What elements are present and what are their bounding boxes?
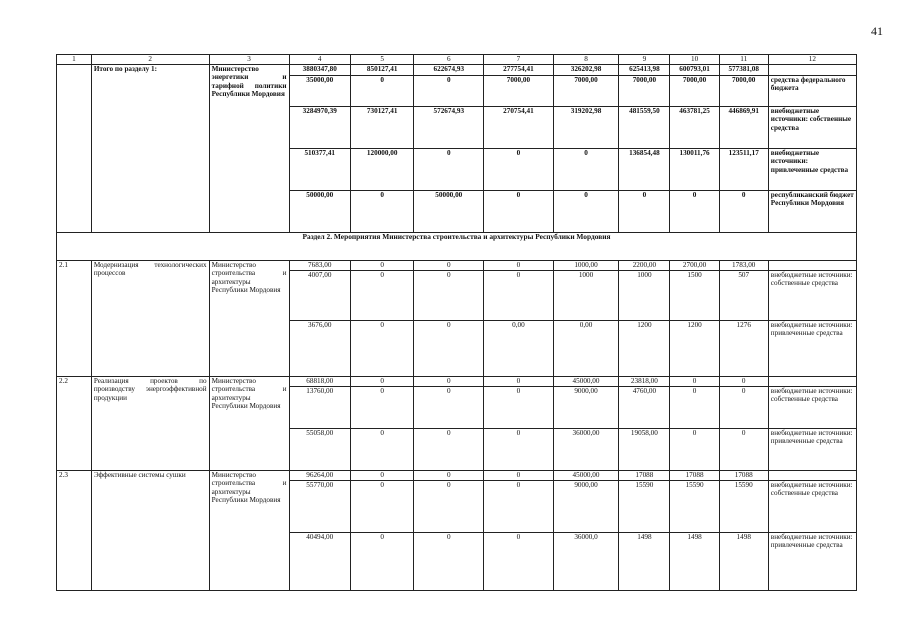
header-cell: 1 [57, 55, 92, 65]
value-cell: 730127,41 [350, 106, 414, 148]
value-cell: 0 [414, 376, 484, 386]
value-cell: 0 [484, 190, 554, 232]
header-cell: 9 [619, 55, 670, 65]
value-cell: 7000,00 [553, 75, 619, 106]
header-cell: 11 [719, 55, 768, 65]
value-cell: 2700,00 [670, 260, 719, 270]
value-cell: 136854,48 [619, 148, 670, 190]
value-cell: 96264,00 [289, 470, 350, 480]
value-cell: 0 [414, 75, 484, 106]
value-cell: 0 [414, 428, 484, 470]
value-cell: 0 [350, 480, 414, 532]
value-cell: 15590 [619, 480, 670, 532]
table-row [57, 470, 857, 480]
value-cell: 9000,00 [553, 480, 619, 532]
header-cell: 4 [289, 55, 350, 65]
value-cell: 0 [484, 386, 554, 428]
header-cell: 2 [91, 55, 209, 65]
value-cell: 40494,00 [289, 532, 350, 590]
value-cell: 120000,00 [350, 148, 414, 190]
value-cell: 17088 [670, 470, 719, 480]
value-cell: 45000,00 [553, 470, 619, 480]
measure-number: 2.2 [57, 376, 92, 470]
value-cell: 50000,00 [289, 190, 350, 232]
page-number: 41 [871, 24, 883, 38]
value-cell: 130011,76 [670, 148, 719, 190]
measure-number: 2.3 [57, 470, 92, 590]
value-cell: 55058,00 [289, 428, 350, 470]
value-cell: 572674,93 [414, 106, 484, 148]
value-cell: 600793,01 [670, 64, 719, 75]
value-cell: 0,00 [553, 320, 619, 376]
value-cell: 510377,41 [289, 148, 350, 190]
value-cell: 0 [719, 386, 768, 428]
value-cell: 0 [484, 480, 554, 532]
section-title: Раздел 2. Мероприятия Министерства строительства и архитектуры Республики Мордовия [57, 232, 857, 260]
value-cell: 0 [414, 260, 484, 270]
value-cell: 15590 [670, 480, 719, 532]
value-cell: 507 [719, 270, 768, 320]
funding-source-cell [768, 260, 856, 270]
value-cell: 0 [670, 386, 719, 428]
value-cell: 2200,00 [619, 260, 670, 270]
funding-source-cell: внебюджетные источники: собственные средства [768, 480, 856, 532]
funding-source-cell: внебюджетные источники: привлеченные средства [768, 320, 856, 376]
funding-source-cell: внебюджетные источники: привлеченные средства [768, 148, 856, 190]
value-cell: 1200 [619, 320, 670, 376]
funding-source-cell [768, 376, 856, 386]
total-label: Итого по разделу 1: [91, 64, 209, 232]
section-row [57, 232, 857, 260]
value-cell: 1498 [670, 532, 719, 590]
value-cell: 55770,00 [289, 480, 350, 532]
value-cell: 1500 [670, 270, 719, 320]
table-row [57, 64, 857, 75]
value-cell: 4760,00 [619, 386, 670, 428]
value-cell: 7000,00 [619, 75, 670, 106]
funding-source-cell: внебюджетные источники: собственные средства [768, 386, 856, 428]
table-row [57, 260, 857, 270]
value-cell: 0 [484, 270, 554, 320]
header-row [57, 55, 857, 65]
funding-source-cell: внебюджетные источники: привлеченные средства [768, 428, 856, 470]
value-cell: 850127,41 [350, 64, 414, 75]
value-cell: 1200 [670, 320, 719, 376]
value-cell: 3284970,39 [289, 106, 350, 148]
value-cell: 7683,00 [289, 260, 350, 270]
funding-source-cell [768, 470, 856, 480]
value-cell: 577381,08 [719, 64, 768, 75]
value-cell: 0 [350, 376, 414, 386]
funding-source-cell: республиканский бюджет Республики Мордовия [768, 190, 856, 232]
funding-source-cell: внебюджетные источники: собственные средства [768, 106, 856, 148]
value-cell: 1000 [553, 270, 619, 320]
value-cell: 35000,00 [289, 75, 350, 106]
executor-cell: Министерство энергетики и тарифной политики Республики Мордовия [209, 64, 289, 232]
funding-source-cell [768, 64, 856, 75]
value-cell: 319202,98 [553, 106, 619, 148]
value-cell: 0 [350, 428, 414, 470]
value-cell: 17088 [719, 470, 768, 480]
header-cell: 10 [670, 55, 719, 65]
value-cell: 0 [719, 376, 768, 386]
value-cell: 0 [719, 190, 768, 232]
funding-source-cell: внебюджетные источники: привлеченные средства [768, 532, 856, 590]
value-cell: 326202,98 [553, 64, 619, 75]
table-row [57, 376, 857, 386]
executor-cell: Министерство строительства и архитектуры Республики Мордовия [209, 260, 289, 376]
value-cell: 45000,00 [553, 376, 619, 386]
value-cell: 622674,93 [414, 64, 484, 75]
value-cell: 0 [350, 386, 414, 428]
executor-cell: Министерство строительства и архитектуры Республики Мордовия [209, 376, 289, 470]
value-cell: 0 [484, 470, 554, 480]
value-cell: 123511,17 [719, 148, 768, 190]
value-cell: 0 [414, 532, 484, 590]
value-cell: 36000,00 [553, 428, 619, 470]
value-cell: 0 [484, 532, 554, 590]
value-cell: 19058,00 [619, 428, 670, 470]
value-cell: 3880347,80 [289, 64, 350, 75]
value-cell: 0 [350, 320, 414, 376]
funding-source-cell: средства федерального бюджета [768, 75, 856, 106]
value-cell: 7000,00 [670, 75, 719, 106]
value-cell: 7000,00 [719, 75, 768, 106]
value-cell: 0 [484, 148, 554, 190]
value-cell: 1000,00 [553, 260, 619, 270]
value-cell: 0 [670, 376, 719, 386]
measure-number: 2.1 [57, 260, 92, 376]
value-cell: 0 [719, 428, 768, 470]
value-cell: 0 [619, 190, 670, 232]
value-cell: 277754,41 [484, 64, 554, 75]
value-cell: 625413,98 [619, 64, 670, 75]
value-cell: 1000 [619, 270, 670, 320]
measure-name: Реализация проектов по производству энергоэффективной продукции [91, 376, 209, 470]
value-cell: 9000,00 [553, 386, 619, 428]
value-cell: 1498 [719, 532, 768, 590]
value-cell: 0 [350, 470, 414, 480]
value-cell: 0 [484, 428, 554, 470]
value-cell: 0 [350, 532, 414, 590]
value-cell: 0 [670, 428, 719, 470]
value-cell: 0 [553, 190, 619, 232]
measure-name: Модернизация технологических процессов [91, 260, 209, 376]
value-cell: 0 [414, 320, 484, 376]
value-cell: 1276 [719, 320, 768, 376]
value-cell: 68818,00 [289, 376, 350, 386]
header-cell: 12 [768, 55, 856, 65]
value-cell: 50000,00 [414, 190, 484, 232]
value-cell: 13760,00 [289, 386, 350, 428]
value-cell: 0 [350, 75, 414, 106]
value-cell: 0 [670, 190, 719, 232]
value-cell: 0 [484, 260, 554, 270]
value-cell: 0 [553, 148, 619, 190]
value-cell: 0,00 [484, 320, 554, 376]
funding-source-cell: внебюджетные источники: собственные средства [768, 270, 856, 320]
value-cell: 0 [414, 270, 484, 320]
value-cell: 1783,00 [719, 260, 768, 270]
value-cell: 7000,00 [484, 75, 554, 106]
value-cell: 23818,00 [619, 376, 670, 386]
program-table [56, 54, 857, 591]
value-cell: 3676,00 [289, 320, 350, 376]
value-cell: 0 [484, 376, 554, 386]
value-cell: 1498 [619, 532, 670, 590]
header-cell: 7 [484, 55, 554, 65]
executor-cell: Министерство строительства и архитектуры Республики Мордовия [209, 470, 289, 590]
header-cell: 8 [553, 55, 619, 65]
value-cell: 36000,0 [553, 532, 619, 590]
value-cell: 0 [414, 148, 484, 190]
value-cell: 446869,91 [719, 106, 768, 148]
value-cell: 15590 [719, 480, 768, 532]
row-number-cell [57, 64, 92, 232]
header-cell: 6 [414, 55, 484, 65]
value-cell: 0 [414, 470, 484, 480]
value-cell: 270754,41 [484, 106, 554, 148]
value-cell: 481559,50 [619, 106, 670, 148]
header-cell: 3 [209, 55, 289, 65]
measure-name: Эффективные системы сушки [91, 470, 209, 590]
value-cell: 0 [350, 190, 414, 232]
value-cell: 4007,00 [289, 270, 350, 320]
value-cell: 17088 [619, 470, 670, 480]
value-cell: 0 [414, 480, 484, 532]
value-cell: 0 [414, 386, 484, 428]
value-cell: 463781,25 [670, 106, 719, 148]
header-cell: 5 [350, 55, 414, 65]
value-cell: 0 [350, 260, 414, 270]
value-cell: 0 [350, 270, 414, 320]
